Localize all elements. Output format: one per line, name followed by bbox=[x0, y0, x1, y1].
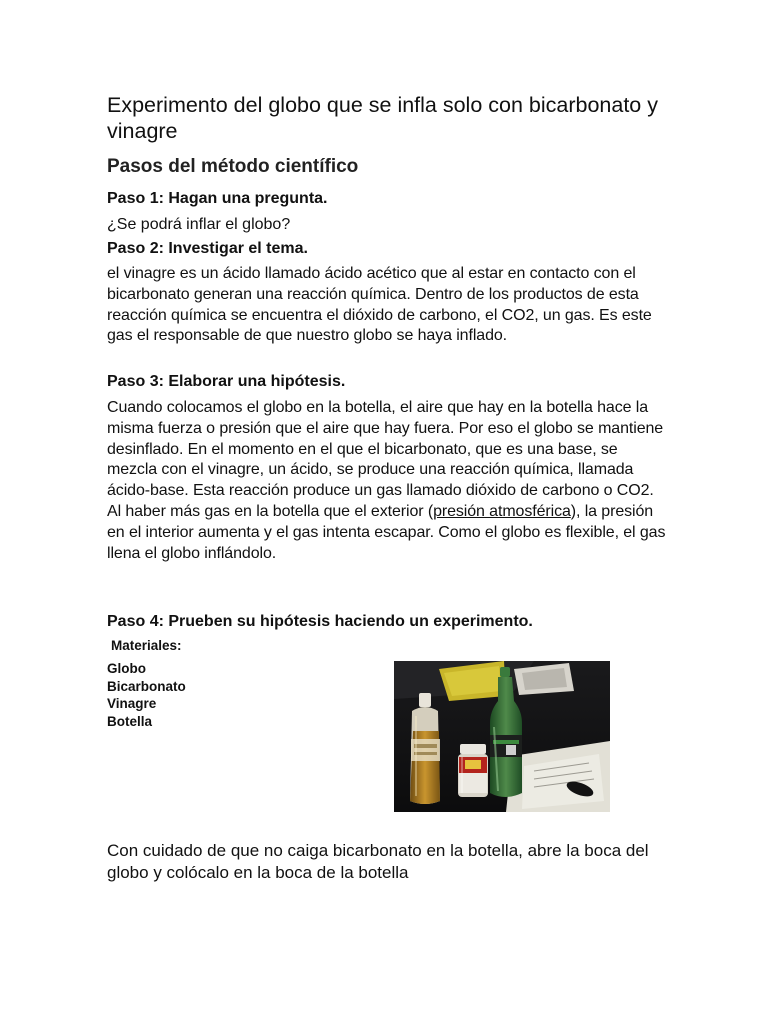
material-item: Vinagre bbox=[107, 696, 157, 711]
step-3-text bbox=[107, 398, 667, 564]
section-subtitle: Pasos del método científico bbox=[107, 156, 359, 177]
step-3-heading: Paso 3: Elaborar una hipótesis. bbox=[107, 373, 346, 390]
step-4-heading: Paso 4: Prueben su hipótesis haciendo un experimento. bbox=[107, 613, 533, 630]
step-1-text: ¿Se podrá inflar el globo? bbox=[107, 216, 291, 233]
document-title: Experimento del globo que se infla solo con bicarbonato y vinagre bbox=[107, 93, 658, 143]
step-3-text-before: Cuando colocamos el globo en la botella, el aire que hay en la botella hace la misma fuerza o presión que el aire que hay fuera. Por eso el globo se mantiene desinflado. En el momento en el que el bicarbonato, que es una base, se mezcla con el vinagre, un ácido, se produce una reacción química, llamada ácido-base. Esta reacción produce un gas llamado dióxido de carbono o CO2. Al haber más gas en la botella que el exterior ( bbox=[107, 399, 664, 520]
material-item: Globo bbox=[107, 661, 146, 676]
material-item: Bicarbonato bbox=[107, 678, 186, 694]
materials-label: Materiales: bbox=[111, 638, 182, 653]
step-3-text-after: ), la presión en el interior aumenta y el gas intenta escapar. Como el globo es flexible, el gas llena el globo inflándolo. bbox=[107, 502, 666, 562]
atmospheric-pressure-link[interactable]: presión atmosférica bbox=[433, 502, 571, 520]
closing-instruction: Con cuidado de que no caiga bicarbonato en la botella, abre la boca del globo y colócalo en la boca de la botella bbox=[107, 841, 649, 882]
experiment-photo bbox=[394, 661, 610, 812]
materials-list bbox=[107, 660, 186, 730]
experiment-photo-drawing bbox=[394, 661, 610, 812]
step-2-text: el vinagre es un ácido llamado ácido acético que al estar en contacto con el bicarbonato generan una reacción química. Dentro de los productos de esta reacción química se encuentra el dióxido de carbono, el CO2, un gas. Es este gas el responsable de que nuestro globo se haya inflado. bbox=[107, 265, 652, 345]
step-1-heading: Paso 1: Hagan una pregunta. bbox=[107, 190, 328, 207]
step-2-heading: Paso 2: Investigar el tema. bbox=[107, 240, 308, 257]
material-item: Botella bbox=[107, 713, 153, 729]
